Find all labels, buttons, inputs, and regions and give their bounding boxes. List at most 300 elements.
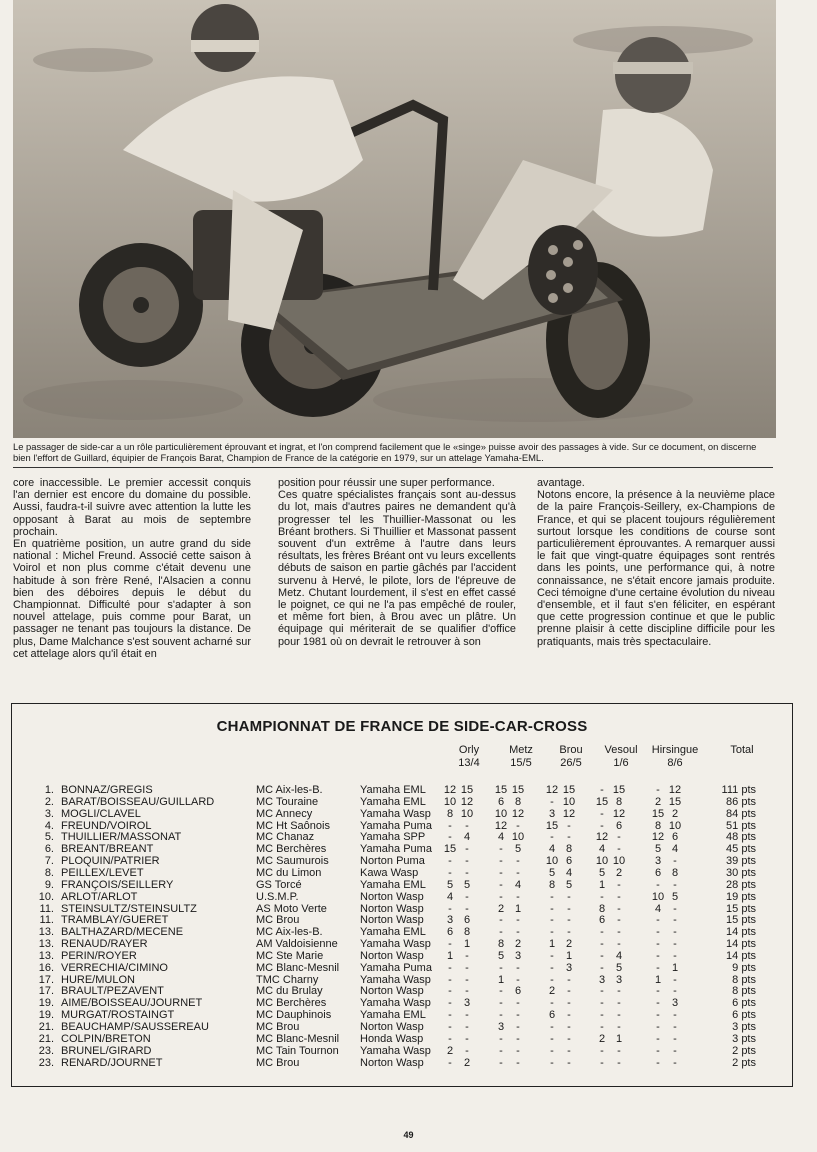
score-cell: - <box>617 1009 621 1022</box>
rank-cell: 11. <box>39 902 54 915</box>
machine-cell: Norton Wasp <box>360 1056 424 1069</box>
crew-name-cell: RENAUD/RAYER <box>61 938 148 951</box>
event-date: 26/5 <box>560 757 582 769</box>
score-cell: 3 <box>598 973 606 986</box>
score-cell: - <box>567 902 571 915</box>
article-column-1 <box>13 477 251 660</box>
score-cell: - <box>656 1021 660 1033</box>
score-cell: - <box>617 843 621 856</box>
score-cell: - <box>673 1044 677 1057</box>
score-cell: - <box>567 973 571 986</box>
score-cell: 12 <box>612 807 626 820</box>
rank-cell: 9. <box>44 878 54 891</box>
score-cell: 5 <box>615 961 623 974</box>
total-points-cell: 6 pts <box>732 1009 756 1022</box>
rank-cell: 19. <box>38 1009 54 1022</box>
score-cell: 4 <box>615 949 623 962</box>
score-cell: 4 <box>598 843 606 856</box>
score-cell: 10 <box>651 890 665 903</box>
rank-cell: 17. <box>38 973 54 986</box>
table-row <box>12 879 792 891</box>
score-cell: 5 <box>463 878 471 891</box>
score-cell: - <box>550 831 554 844</box>
crew-name-cell: COLPIN/BRETON <box>61 1032 151 1045</box>
score-cell: 10 <box>562 795 576 808</box>
championship-table <box>11 703 793 1087</box>
table-row <box>12 962 792 974</box>
club-cell: MC Brou <box>256 1021 300 1033</box>
score-cell: - <box>656 1009 660 1022</box>
score-cell: - <box>656 961 660 974</box>
score-cell: - <box>448 831 452 844</box>
total-points-cell: 14 pts <box>726 926 756 939</box>
score-cell: 5 <box>671 890 679 903</box>
score-cell: - <box>617 914 621 927</box>
column-text: position pour réussir une super performance. Ces quatre spécialistes français sont au-dessus du lot, mais d'autres paires ne demandent qu'à progresser tel les Thuillier-Massonat ou les Bréant brothers. Si Thuillier et Massonat passent souvent d'un extrême à l'autre dans leurs résultats, les frères Bréant ont vu leurs excellents débuts de saison en partie gâchés par l'accident survenu à Hervé, le pilote, lors de l'épreuve de Metz. Chutant lourdement, il s'est en effet cassé le poignet, ce qui ne l'a pas empêché de rouler, et même fort bien, à Brou avec un plâtre. Un équipage qui mériterait de se qualifier d'office pour 1981 où on devrait le retrouver à son <box>278 477 516 648</box>
score-cell: - <box>448 902 452 915</box>
front-wheel <box>79 243 203 367</box>
score-cell: 3 <box>671 997 679 1010</box>
total-points-cell: 8 pts <box>732 985 756 998</box>
score-cell: - <box>448 819 452 832</box>
score-cell: - <box>499 914 503 927</box>
table-row <box>12 1033 792 1045</box>
score-cell: - <box>516 1009 520 1022</box>
score-cell: 6 <box>497 795 505 808</box>
machine-cell: Yamaha EML <box>360 878 426 891</box>
club-cell: MC Berchères <box>256 843 327 856</box>
score-cell: 12 <box>651 831 665 844</box>
score-cell: 15 <box>595 795 609 808</box>
crew-name-cell: MOGLI/CLAVEL <box>61 807 141 820</box>
score-cell: 5 <box>654 843 662 856</box>
score-cell: 2 <box>514 938 522 951</box>
score-cell: 10 <box>595 855 609 868</box>
score-cell: 2 <box>463 1056 471 1069</box>
club-cell: MC Aix-les-B. <box>256 784 323 796</box>
score-cell: 2 <box>446 1044 454 1057</box>
score-cell: - <box>656 878 660 891</box>
score-cell: 2 <box>548 985 556 998</box>
score-cell: - <box>617 1044 621 1057</box>
score-cell: 1 <box>446 949 454 962</box>
score-cell: - <box>673 1032 677 1045</box>
score-cell: - <box>465 949 469 962</box>
column-text: core inaccessible. Le premier accessit conquis l'an dernier est encore du domaine du possible. Aussi, faudra-t-il suivre avec attention la lutte les opposant à Barat au mois de septembre prochain. En quatrième position, un autre grand du side national : Michel Freund. Associé cette saison à Voirol et non plus comme c'était devenu une habitude à son frère René, l'Alsacien a connu bien des déboires depuis le début du Championnat. Difficulté pour s'adapter à son nouvel attelage, puis comme pour Barat, un passager ne tenant pas toujours la distance. De plus, Dame Malchance s'est souvent acharné sur cet attelage alors qu'il était en <box>13 477 251 660</box>
table-row <box>12 997 792 1009</box>
score-cell: - <box>617 926 621 939</box>
score-cell: - <box>516 1044 520 1057</box>
score-cell: - <box>465 902 469 915</box>
score-cell: 15 <box>545 819 559 832</box>
score-cell: 6 <box>446 926 454 939</box>
total-points-cell: 45 pts <box>726 843 756 856</box>
score-cell: 8 <box>446 807 454 820</box>
score-cell: - <box>550 1032 554 1045</box>
score-cell: 3 <box>514 949 522 962</box>
table-row <box>12 891 792 903</box>
rank-cell: 21. <box>38 1032 54 1045</box>
table-row <box>12 1045 792 1057</box>
score-cell: - <box>567 985 571 998</box>
score-cell: 2 <box>598 1032 606 1045</box>
score-cell: - <box>465 819 469 832</box>
score-cell: - <box>600 784 604 796</box>
score-cell: - <box>673 1056 677 1069</box>
machine-cell: Yamaha EML <box>360 926 426 939</box>
score-cell: - <box>448 985 452 998</box>
table-row <box>12 938 792 950</box>
score-cell: - <box>600 1009 604 1022</box>
score-cell: 8 <box>598 902 606 915</box>
total-points-cell: 28 pts <box>726 878 756 891</box>
score-cell: 4 <box>514 878 522 891</box>
score-cell: 1 <box>548 938 556 951</box>
table-row <box>12 843 792 855</box>
crew-name-cell: PERIN/ROYER <box>61 949 137 962</box>
club-cell: MC Saumurois <box>256 855 329 868</box>
crew-name-cell: BALTHAZARD/MECENE <box>61 926 184 939</box>
score-cell: 1 <box>514 902 522 915</box>
event-header <box>449 744 489 770</box>
machine-cell: Yamaha SPP <box>360 831 426 844</box>
score-cell: 12 <box>443 784 457 796</box>
score-cell: 5 <box>598 866 606 879</box>
score-cell: 3 <box>497 1021 505 1033</box>
score-cell: 3 <box>446 914 454 927</box>
score-cell: - <box>617 1021 621 1033</box>
score-cell: 6 <box>514 985 522 998</box>
score-cell: - <box>673 902 677 915</box>
score-cell: 10 <box>494 807 508 820</box>
score-cell: - <box>465 866 469 879</box>
score-cell: - <box>673 985 677 998</box>
sidecar-nose <box>528 225 598 315</box>
club-cell: MC Tain Tournon <box>256 1044 339 1057</box>
score-cell: - <box>465 961 469 974</box>
score-cell: 12 <box>668 784 682 796</box>
score-cell: - <box>673 949 677 962</box>
score-cell: 2 <box>497 902 505 915</box>
score-cell: - <box>656 926 660 939</box>
score-cell: 8 <box>497 938 505 951</box>
score-cell: - <box>567 831 571 844</box>
score-cell: - <box>617 997 621 1010</box>
score-cell: 4 <box>446 890 454 903</box>
total-points-cell: 48 pts <box>726 831 756 844</box>
machine-cell: Norton Wasp <box>360 985 424 998</box>
table-row <box>12 831 792 843</box>
score-cell: 10 <box>612 855 626 868</box>
rank-cell: 17. <box>38 985 54 998</box>
rank-cell: 3. <box>44 807 54 820</box>
club-cell: MC Berchères <box>256 997 327 1010</box>
rank-cell: 7. <box>44 855 54 868</box>
score-cell: - <box>656 949 660 962</box>
score-cell: 15 <box>612 784 626 796</box>
table-row <box>12 820 792 832</box>
score-cell: - <box>600 807 604 820</box>
score-cell: - <box>516 997 520 1010</box>
rank-cell: 11. <box>39 914 54 927</box>
rank-cell: 23. <box>38 1056 54 1069</box>
score-cell: - <box>567 1009 571 1022</box>
rank-cell: 21. <box>38 1021 54 1033</box>
score-cell: - <box>448 1032 452 1045</box>
score-cell: 2 <box>654 795 662 808</box>
total-points-cell: 15 pts <box>726 914 756 927</box>
club-cell: MC Aix-les-B. <box>256 926 323 939</box>
rank-cell: 13. <box>38 938 54 951</box>
score-cell: 5 <box>548 866 556 879</box>
score-cell: - <box>448 961 452 974</box>
score-cell: - <box>656 914 660 927</box>
machine-cell: Yamaha EML <box>360 1009 426 1022</box>
score-cell: 6 <box>598 914 606 927</box>
total-points-cell: 84 pts <box>726 807 756 820</box>
machine-cell: Yamaha Puma <box>360 961 432 974</box>
score-cell: - <box>516 855 520 868</box>
score-cell: - <box>550 1021 554 1033</box>
club-cell: MC Blanc-Mesnil <box>256 1032 340 1045</box>
score-cell: - <box>499 997 503 1010</box>
machine-cell: Honda Wasp <box>360 1032 424 1045</box>
total-points-cell: 19 pts <box>726 890 756 903</box>
score-cell: - <box>499 1032 503 1045</box>
score-cell: - <box>673 878 677 891</box>
score-cell: 4 <box>548 843 556 856</box>
crew-name-cell: RENARD/JOURNET <box>61 1056 163 1069</box>
score-cell: 8 <box>671 866 679 879</box>
score-cell: - <box>465 1044 469 1057</box>
club-cell: MC Touraine <box>256 795 319 808</box>
score-cell: - <box>499 866 503 879</box>
sidecar-illustration <box>13 0 776 438</box>
machine-cell: Yamaha Wasp <box>360 1044 431 1057</box>
machine-cell: Yamaha EML <box>360 795 426 808</box>
score-cell: 3 <box>463 997 471 1010</box>
score-cell: 8 <box>514 795 522 808</box>
rank-cell: 8. <box>44 866 54 879</box>
score-cell: - <box>567 1021 571 1033</box>
score-cell: - <box>673 938 677 951</box>
table-row <box>12 950 792 962</box>
score-cell: 6 <box>654 866 662 879</box>
score-cell: - <box>600 949 604 962</box>
table-row <box>12 784 792 796</box>
score-cell: 5 <box>565 878 573 891</box>
score-cell: 10 <box>545 855 559 868</box>
score-cell: - <box>448 866 452 879</box>
score-cell: - <box>516 1056 520 1069</box>
score-cell: - <box>448 855 452 868</box>
score-cell: 12 <box>595 831 609 844</box>
article-body <box>13 477 773 689</box>
score-cell: - <box>600 985 604 998</box>
score-cell: - <box>673 1009 677 1022</box>
crew-name-cell: TRAMBLAY/GUERET <box>61 914 169 927</box>
score-cell: 5 <box>497 949 505 962</box>
score-cell: - <box>656 1056 660 1069</box>
total-points-cell: 2 pts <box>732 1056 756 1069</box>
score-cell: 5 <box>514 843 522 856</box>
score-cell: - <box>499 985 503 998</box>
score-cell: - <box>448 1056 452 1069</box>
score-cell: - <box>656 784 660 796</box>
machine-cell: Norton Wasp <box>360 1021 424 1033</box>
score-cell: - <box>499 926 503 939</box>
score-cell: - <box>567 926 571 939</box>
event-header <box>599 744 643 770</box>
score-cell: 12 <box>545 784 559 796</box>
crew-name-cell: BONNAZ/GREGIS <box>61 784 153 796</box>
score-cell: - <box>465 1032 469 1045</box>
total-points-cell: 14 pts <box>726 938 756 951</box>
machine-cell: Yamaha Wasp <box>360 973 431 986</box>
crew-name-cell: BRUNEL/GIRARD <box>61 1044 152 1057</box>
score-cell: - <box>465 1021 469 1033</box>
score-cell: - <box>516 1021 520 1033</box>
score-cell: - <box>465 1009 469 1022</box>
score-cell: 4 <box>671 843 679 856</box>
rank-cell: 1. <box>44 784 54 796</box>
score-cell: 2 <box>671 807 679 820</box>
club-cell: MC du Limon <box>256 866 322 879</box>
rank-cell: 2. <box>44 795 54 808</box>
score-cell: - <box>617 985 621 998</box>
club-cell: AS Moto Verte <box>256 902 327 915</box>
score-cell: 8 <box>463 926 471 939</box>
score-cell: 15 <box>668 795 682 808</box>
crew-name-cell: VERRECHIA/CIMINO <box>61 961 168 974</box>
machine-cell: Norton Wasp <box>360 914 424 927</box>
score-cell: - <box>617 1056 621 1069</box>
score-cell: - <box>656 938 660 951</box>
score-cell: 1 <box>671 961 679 974</box>
score-cell: 5 <box>446 878 454 891</box>
score-cell: - <box>516 914 520 927</box>
crew-name-cell: HURE/MULON <box>61 973 135 986</box>
total-points-cell: 6 pts <box>732 997 756 1010</box>
machine-cell: Yamaha Wasp <box>360 997 431 1010</box>
rank-cell: 23. <box>38 1044 54 1057</box>
event-date: 8/6 <box>667 757 683 769</box>
event-name: Brou <box>559 744 583 756</box>
score-cell: - <box>550 926 554 939</box>
machine-cell: Norton Wasp <box>360 890 424 903</box>
score-cell: - <box>499 1056 503 1069</box>
score-cell: 12 <box>460 795 474 808</box>
score-cell: 2 <box>565 938 573 951</box>
club-cell: MC Ste Marie <box>256 949 324 962</box>
total-header: Total <box>730 744 754 756</box>
total-points-cell: 15 pts <box>726 902 756 915</box>
club-cell: MC Brou <box>256 1056 300 1069</box>
event-name: Hirsingue <box>651 744 699 756</box>
rank-cell: 10. <box>38 890 54 903</box>
crew-name-cell: BREANT/BREANT <box>61 843 154 856</box>
score-cell: - <box>567 819 571 832</box>
score-cell: - <box>600 1044 604 1057</box>
total-points-cell: 39 pts <box>726 855 756 868</box>
score-cell: - <box>448 1009 452 1022</box>
crew-name-cell: FRANÇOIS/SEILLERY <box>61 878 174 891</box>
score-cell: 10 <box>460 807 474 820</box>
score-cell: - <box>550 795 554 808</box>
score-cell: - <box>600 890 604 903</box>
score-cell: 3 <box>615 973 623 986</box>
score-cell: 15 <box>494 784 508 796</box>
table-row <box>12 867 792 879</box>
score-cell: - <box>656 1032 660 1045</box>
crew-name-cell: BRAULT/PEZAVENT <box>61 985 164 998</box>
score-cell: - <box>617 878 621 891</box>
score-cell: - <box>600 997 604 1010</box>
score-cell: - <box>465 973 469 986</box>
rank-cell: 13. <box>38 949 54 962</box>
rank-cell: 6. <box>44 843 54 856</box>
table-row <box>12 903 792 915</box>
table-row <box>12 926 792 938</box>
machine-cell: Yamaha Wasp <box>360 807 431 820</box>
table-row <box>12 1009 792 1021</box>
crew-name-cell: STEINSULTZ/STEINSULTZ <box>61 902 197 915</box>
table-title: CHAMPIONNAT DE FRANCE DE SIDE-CAR-CROSS <box>216 718 588 735</box>
score-cell: 3 <box>548 807 556 820</box>
total-points-cell: 14 pts <box>726 949 756 962</box>
score-cell: 10 <box>443 795 457 808</box>
club-cell: MC Ht Saônois <box>256 819 330 832</box>
machine-cell: Yamaha Puma <box>360 843 432 856</box>
score-cell: - <box>673 973 677 986</box>
score-cell: - <box>499 890 503 903</box>
column-text: avantage. Notons encore, la présence à la neuvième place de la paire François-Seillery, ex-Champions de France, et qui se placent toujours régulièrement surtout lorsque les conditions de course sont particulièrement éprouvantes. A remarquer aussi le fait que vingt-quatre équipages sont rentrés dans les points, une performance qui, à notre connaissance, ne s'était encore jamais produite. Ceci témoigne d'une certaine évolution du niveau d'ensemble, et il faut s'en féliciter, en espérant que cette progression continue et que le public prenne plaisir à cette discipline difficile pour les pratiquants, mais très spectaculaire. <box>537 477 775 648</box>
table-row <box>12 796 792 808</box>
score-cell: 2 <box>615 866 623 879</box>
score-cell: - <box>516 973 520 986</box>
score-cell: - <box>550 914 554 927</box>
rank-cell: 13. <box>38 926 54 939</box>
score-cell: - <box>673 926 677 939</box>
total-points-cell: 111 pts <box>721 784 756 796</box>
score-cell: 12 <box>494 819 508 832</box>
score-cell: 4 <box>565 866 573 879</box>
score-cell: - <box>567 1032 571 1045</box>
table-row <box>12 1057 792 1069</box>
score-cell: - <box>617 902 621 915</box>
score-cell: - <box>656 997 660 1010</box>
score-cell: - <box>550 973 554 986</box>
score-cell: - <box>567 1056 571 1069</box>
total-points-cell: 3 pts <box>732 1021 756 1033</box>
rank-cell: 19. <box>38 997 54 1010</box>
machine-cell: Kawa Wasp <box>360 866 419 879</box>
score-cell: 15 <box>562 784 576 796</box>
score-cell: - <box>516 961 520 974</box>
score-cell: - <box>550 961 554 974</box>
score-cell: - <box>673 855 677 868</box>
event-name: Metz <box>509 744 533 756</box>
event-name: Orly <box>458 744 480 756</box>
score-cell: 6 <box>548 1009 556 1022</box>
table-row <box>12 974 792 986</box>
score-cell: - <box>550 949 554 962</box>
score-cell: - <box>516 866 520 879</box>
club-cell: MC du Brulay <box>256 985 323 998</box>
score-cell: - <box>567 914 571 927</box>
club-cell: AM Valdoisienne <box>256 938 338 951</box>
score-cell: - <box>550 1056 554 1069</box>
